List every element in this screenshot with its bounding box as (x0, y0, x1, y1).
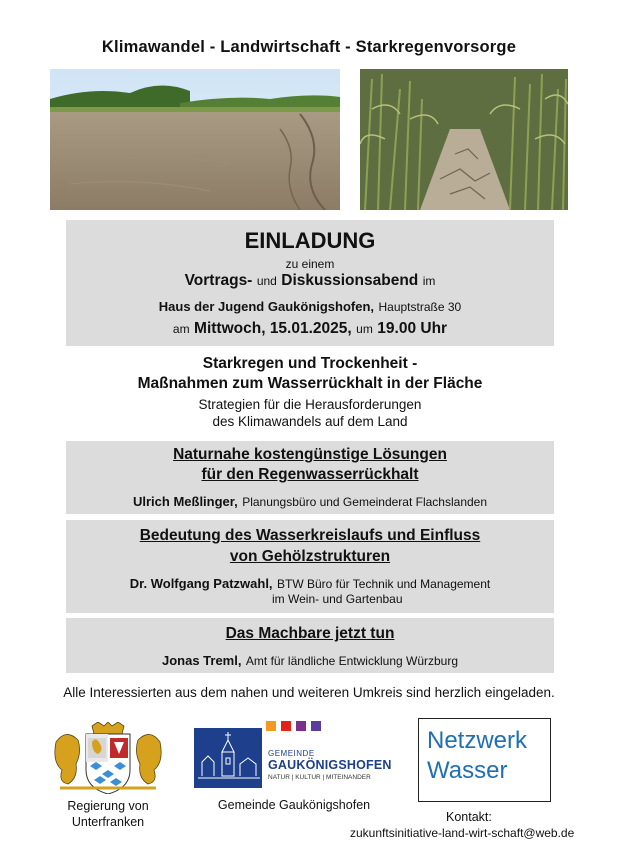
talk-1-title-1: Naturnahe kostengünstige Lösungen (173, 446, 447, 463)
bavaria-coat-of-arms-icon (48, 722, 168, 794)
talk-box-3 (66, 618, 554, 673)
topic-sub-1: Strategien für die Herausforderungen (198, 397, 422, 412)
talk-1-title-2: für den Regenwasserrückhalt (201, 466, 419, 483)
invitation-box (66, 220, 554, 346)
cracked-soil-photo (360, 69, 568, 210)
talk-2-role-2: im Wein- und Gartenbau (272, 592, 403, 606)
talk-2-title-1: Bedeutung des Wasserkreislaufs und Einfluss (139, 527, 481, 544)
closing-text: Alle Interessierten aus dem nahen und weiteren Umkreis sind herzlich eingeladen. (63, 685, 555, 700)
netzwerk-wasser-logo (418, 718, 551, 802)
topic-section (66, 355, 554, 435)
talk-3-speaker-line: Jonas Treml, Amt für ländliche Entwicklung Würzburg (161, 653, 459, 668)
wasser-label: Wasser (427, 757, 508, 784)
gemeinde-caption: Gemeinde Gaukönigshofen (217, 798, 371, 812)
talk-1-speaker-line: Ulrich Meßlinger, Planungsbüro und Gemeinderat Flachslanden (132, 494, 488, 509)
talk-2-speaker-line: Dr. Wolfgang Patzwahl, BTW Büro für Technik und Management (129, 576, 491, 591)
page-title: Klimawandel - Landwirtschaft - Starkregenvorsorge (101, 38, 517, 56)
gaukoenigshofen-logo (194, 718, 394, 790)
gemeinde-name-label: GAUKÖNIGSHOFEN (268, 758, 392, 772)
venue-line: Haus der Jugend Gaukönigshofen, Hauptstraße 30 (158, 299, 462, 314)
gemeinde-tagline: NATUR | KULTUR | MITEINANDER (268, 774, 371, 781)
event-line: Vortrags- und Diskussionsabend im (184, 272, 436, 289)
invitation-heading: EINLADUNG (244, 228, 376, 253)
topic-line-1: Starkregen und Trockenheit - (202, 355, 418, 372)
topic-line-2: Maßnahmen zum Wasserrückhalt in der Fläche (137, 375, 483, 392)
zu-einem: zu einem (285, 257, 335, 271)
topic-sub-2: des Klimawandels auf dem Land (212, 414, 408, 429)
kontakt-email: zukunftsinitiative-land-wirt-schaft@web.de (350, 826, 575, 840)
gemeinde-small-label: GEMEINDE (268, 749, 315, 758)
netzwerk-label: Netzwerk (427, 727, 528, 754)
talk-3-title: Das Machbare jetzt tun (225, 625, 395, 642)
kontakt-label: Kontakt: (446, 810, 492, 824)
talk-box-1 (66, 441, 554, 514)
date-line: am Mittwoch, 15.01.2025, um 19.00 Uhr (172, 320, 448, 337)
talk-box-2 (66, 520, 554, 613)
regierung-caption: Regierung von Unterfranken (67, 799, 149, 829)
dry-field-photo (50, 69, 340, 210)
talk-2-title-2: von Gehölzstrukturen (229, 548, 391, 565)
